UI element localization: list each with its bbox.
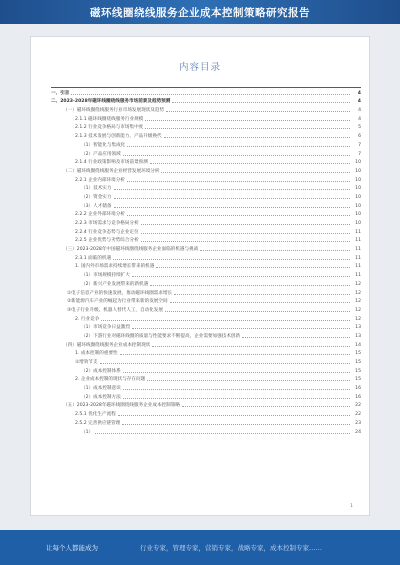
toc-entry[interactable]	[51, 183, 361, 192]
toc-leader-dots	[123, 389, 350, 390]
toc-entry[interactable]	[51, 339, 361, 348]
toc-entry[interactable]	[51, 426, 361, 435]
toc-leader-dots	[161, 172, 350, 173]
toc-entry-text: （2）成本控制体系	[81, 368, 121, 374]
toc-entry[interactable]	[51, 365, 361, 374]
toc-leader-dots	[127, 215, 350, 216]
toc-entry[interactable]	[51, 165, 361, 174]
toc-entry[interactable]	[51, 209, 361, 218]
toc-entry-text: 1. 国内外市场需求持续增长带来的机遇	[75, 264, 155, 270]
toc-entry[interactable]	[51, 400, 361, 409]
toc-entry[interactable]	[51, 139, 361, 148]
toc-entry[interactable]	[51, 382, 361, 391]
toc-entry-page: 10	[355, 168, 361, 174]
toc-entry-text: 2. 行业竞争	[75, 316, 100, 322]
toc-entry[interactable]	[51, 122, 361, 131]
toc-entry[interactable]	[51, 174, 361, 183]
toc-entry-text: （三）2023-2028年中国磁环线圈绕线服务企业面临的机遇与挑战	[63, 247, 199, 253]
toc-entry-page: 15	[355, 351, 361, 357]
toc-entry-page: 12	[355, 316, 361, 322]
toc-leader-dots	[114, 207, 351, 208]
toc-entry-page: 16	[355, 394, 361, 400]
toc-entry[interactable]	[51, 243, 361, 252]
toc-entry[interactable]	[51, 252, 361, 261]
page-number: 1	[350, 504, 353, 509]
toc-entry-page: 16	[355, 386, 361, 392]
toc-entry-text: 2.1.2 行业竞争格局与市场集中度	[75, 125, 144, 131]
toc-leader-dots	[120, 354, 350, 355]
toc-entry[interactable]	[51, 104, 361, 113]
toc-entry-text: （2）下游行业对磁环线圈的质量与性能要求不断提高，企业需要加强技术创新	[81, 333, 241, 339]
toc-entry-page: 15	[355, 377, 361, 383]
toc-entry[interactable]	[51, 130, 361, 139]
toc-leader-dots	[166, 111, 350, 112]
toc-leader-dots	[95, 433, 350, 434]
toc-entry-page: 10	[355, 203, 361, 209]
toc-leader-dots	[114, 198, 351, 199]
toc-entry-text: 2.1.4 行业政策影响及市场前景预测	[75, 160, 148, 166]
toc-entry-page: 11	[355, 229, 361, 235]
footer-slogan: 让每个人都能成为	[46, 544, 98, 552]
toc-entry-text: 2.2.1 企业内部环境分析	[75, 177, 125, 183]
toc-entry[interactable]	[51, 278, 361, 287]
toc-entry-page: 22	[355, 403, 361, 409]
toc-entry[interactable]	[51, 304, 361, 313]
toc-entry-page: 4	[358, 108, 361, 114]
toc-entry-page: 13	[355, 333, 361, 339]
toc-entry-text: 2.2.3 市场需求与竞争格局分析	[75, 221, 139, 226]
report-title: 磁环线圈绕线服务企业成本控制策略研究报告	[90, 6, 310, 19]
toc-leader-dots	[123, 155, 350, 156]
toc-leader-dots	[132, 328, 350, 329]
toc-entry-page: 22	[355, 412, 361, 418]
toc-entry-page: 4	[357, 99, 361, 105]
toc-entry-page: 11	[355, 255, 361, 261]
toc-entry[interactable]	[51, 296, 361, 305]
toc-entry-text: ①电子信息产业的快速发展，推动磁环线圈需求增长	[67, 290, 173, 296]
toc-entry-text: 2.5.1 优化生产流程	[75, 412, 116, 418]
toc-entry-page: 10	[355, 160, 361, 166]
toc-entry[interactable]	[51, 113, 361, 122]
toc-entry-page: 15	[355, 360, 361, 365]
toc-entry-page: 5	[358, 125, 361, 131]
toc-entry-text: ②新能源汽车产业的崛起为行业带来新的发展空间	[67, 299, 168, 305]
toc-entry[interactable]	[51, 330, 361, 339]
toc-entry-text: （2）新兴产业发展带来的新机遇	[81, 281, 149, 287]
report-header	[0, 0, 400, 24]
toc-entry-page: 10	[355, 194, 361, 200]
toc-entry-page: 12	[355, 299, 361, 305]
toc-entry-text: 一、引言	[51, 90, 70, 96]
toc-entry[interactable]	[51, 408, 361, 417]
toc-entry-text: （1）市场规模持续扩大	[81, 273, 130, 279]
toc-leader-dots	[122, 424, 350, 425]
toc-leader-dots	[141, 241, 350, 242]
toc-leader-dots	[71, 94, 350, 95]
toc-entry-page: 24	[355, 429, 361, 435]
toc-entry[interactable]	[51, 96, 361, 105]
toc-entry-page: 12	[355, 307, 361, 313]
toc-entry-page: 11	[355, 247, 361, 253]
toc-entry[interactable]	[51, 287, 361, 296]
toc-entry-text: （2）产品应用领域	[81, 151, 121, 157]
toc-leader-dots	[123, 372, 350, 373]
toc-entry[interactable]	[51, 313, 361, 322]
toc-leader-dots	[152, 346, 350, 347]
toc-entry-text: （1）技术实力	[81, 186, 112, 192]
toc-leader-dots	[145, 120, 350, 121]
toc-entry-text: 2.1.3 技术发展与创新能力，产品升级换代	[75, 134, 162, 140]
toc-entry-text: （2）成本控制方法	[81, 394, 121, 400]
toc-leader-dots	[141, 224, 350, 225]
toc-leader-dots	[100, 363, 351, 364]
toc-entry[interactable]	[51, 235, 361, 244]
toc-entry-page: 7	[358, 142, 361, 148]
toc-entry-text: （1）成本控制意识	[81, 386, 121, 392]
toc-leader-dots	[170, 302, 350, 303]
toc-entry[interactable]	[51, 417, 361, 426]
toc-entry-text: （1）智能化与集成化	[81, 142, 126, 148]
toc-entry-text: （一）磁环线圈绕线服务行业市场发展现状及趋势	[63, 108, 165, 114]
toc-title: 内容目录	[178, 62, 221, 73]
toc-leader-dots	[127, 146, 350, 147]
toc-leader-dots	[114, 189, 351, 190]
toc-entry-text: 2.3.1 面临的机遇	[75, 255, 112, 261]
toc-entry-page: 11	[355, 273, 361, 279]
toc-entry[interactable]	[51, 226, 361, 235]
toc-entry-page: 10	[355, 177, 361, 183]
toc-entry-page: 10	[355, 221, 361, 226]
toc-entry-text: （1）	[81, 429, 94, 435]
toc-leader-dots	[174, 294, 350, 295]
toc-entry-text: （五）2023-2028年磁环线圈绕线服务企业成本控制策略	[63, 403, 180, 409]
table-of-contents	[51, 87, 361, 435]
toc-leader-dots	[150, 285, 350, 286]
toc-entry[interactable]	[51, 261, 361, 270]
toc-entry-text: ①增效节支	[75, 360, 98, 365]
toc-entry-page: 13	[355, 325, 361, 331]
toc-leader-dots	[118, 415, 350, 416]
toc-entry-page: 6	[358, 134, 361, 140]
toc-entry[interactable]	[51, 200, 361, 209]
toc-entry[interactable]	[51, 191, 361, 200]
toc-entry[interactable]	[51, 157, 361, 166]
toc-leader-dots	[123, 398, 350, 399]
document-page	[30, 36, 370, 516]
toc-entry-text: 2. 企业成本控制的现状与存在问题	[75, 377, 146, 383]
toc-entry-text: （1）市场竞争日益激烈	[81, 325, 130, 331]
toc-leader-dots	[242, 337, 350, 338]
toc-entry[interactable]	[51, 269, 361, 278]
toc-entry[interactable]	[51, 356, 361, 365]
toc-leader-dots	[127, 181, 350, 182]
toc-entry-text: 2.2.2 企业外部环境分析	[75, 212, 125, 218]
toc-entry-page: 11	[355, 238, 361, 244]
toc-entry-text: 二、2023-2028年磁环线圈绕线服务市场前景及趋势预测	[51, 99, 171, 105]
toc-leader-dots	[101, 320, 350, 321]
toc-leader-dots	[150, 163, 350, 164]
toc-leader-dots	[141, 233, 350, 234]
toc-leader-dots	[172, 102, 350, 103]
footer-banner	[0, 530, 400, 565]
toc-leader-dots	[156, 267, 350, 268]
toc-entry[interactable]	[51, 322, 361, 331]
toc-entry-page: 23	[355, 420, 361, 426]
toc-entry-text: 2.2.5 企业优势与劣势综合分析	[75, 238, 139, 244]
toc-leader-dots	[165, 311, 350, 312]
toc-entry-page: 7	[358, 151, 361, 157]
toc-entry-text: （3）人才储备	[81, 203, 112, 209]
toc-entry[interactable]	[51, 374, 361, 383]
toc-leader-dots	[182, 406, 350, 407]
toc-entry-text: 2.5.2 完善供应链管理	[75, 420, 121, 426]
toc-leader-dots	[164, 137, 350, 138]
toc-entry-page: 4	[357, 90, 361, 96]
toc-entry-text: （二）磁环线圈绕线服务企业经营发展环境分析	[63, 168, 160, 174]
toc-leader-dots	[147, 380, 350, 381]
toc-entry-page: 12	[355, 281, 361, 287]
toc-entry[interactable]	[51, 348, 361, 357]
toc-entry-text: 2.2.4 行业竞争态势与企业定位	[75, 229, 139, 235]
toc-leader-dots	[145, 128, 350, 129]
toc-entry[interactable]	[51, 87, 361, 96]
toc-leader-dots	[113, 259, 350, 260]
toc-entry-page: 10	[355, 212, 361, 218]
toc-entry-text: （四）磁环线圈绕线服务企业成本控制现状	[63, 342, 151, 348]
toc-entry[interactable]	[51, 217, 361, 226]
toc-entry-text: 2.1.1 磁环线圈绕线服务行业规模	[75, 116, 144, 122]
toc-entry-text: ③电子行业升级，机器人替代人工，自动化发展	[67, 307, 163, 313]
toc-entry-text: （2）资金实力	[81, 194, 112, 200]
toc-entry-page: 11	[355, 264, 361, 270]
toc-entry-page: 15	[355, 368, 361, 374]
toc-leader-dots	[200, 250, 350, 251]
footer-tagline: 行业专家，管理专家，营销专家，战略专家，成本控制专家……	[140, 544, 322, 552]
toc-entry-page: 12	[355, 290, 361, 296]
toc-entry-page: 4	[358, 116, 361, 122]
toc-entry[interactable]	[51, 391, 361, 400]
toc-entry[interactable]	[51, 148, 361, 157]
toc-entry-page: 14	[355, 342, 361, 348]
toc-leader-dots	[132, 276, 350, 277]
toc-entry-text: 1. 成本控制的重要性	[75, 351, 118, 357]
toc-entry-page: 10	[355, 186, 361, 192]
